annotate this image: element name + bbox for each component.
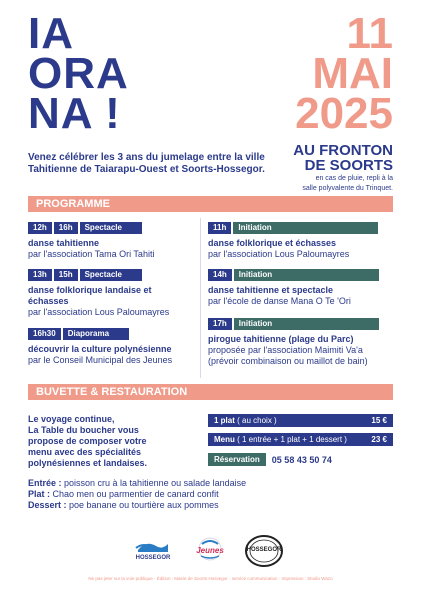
reservation-label: Réservation [208,453,266,466]
time-tag: 12h [28,222,52,234]
event-subtitle: par l'école de danse Mana O Te 'Ori [208,296,351,306]
event-subtitle: par l'association Lous Paloumayres [208,249,350,259]
hossegor-logo-text: HOSSEGOR [135,555,171,561]
event-subtitle: proposée par l'association Maimiti Va'a [208,345,363,355]
price-name: 1 plat [214,416,235,425]
venue-note-line: en cas de pluie, repli à la [315,175,393,182]
menu-dish: poisson cru à la tahitienne ou salade landaise [61,478,247,488]
hossegor-town-logo [128,536,178,566]
price-label [214,414,277,427]
time-tag: 16h30 [28,328,61,340]
price-note: ( 1 entrée + 1 plat + 1 dessert ) [234,435,347,444]
intro-line: Tahitienne de Taiarapu-Ouest et Soorts-Hossegor. [28,164,265,175]
intro-text [28,152,290,176]
menu-dish: Chao men ou parmentier de canard confit [50,489,219,499]
reservation-row [208,453,332,466]
time-tag: 17h [208,318,232,330]
type-tag: Diaporama [63,328,129,340]
menu-line [28,500,246,511]
programme-section-title: PROGRAMME [28,196,393,212]
event-tags [208,222,378,234]
menu-course: Plat : [28,489,51,499]
event-subtitle: par le Conseil Municipal des Jeunes [28,355,173,365]
venue-title-line: AU FRONTON [293,142,393,159]
price-label [214,433,347,446]
date-line: 11 [346,9,393,58]
venue-title-line: DE SOORTS [304,157,393,174]
event-tags [208,269,379,281]
event-subtitle: (prévoir combinaison ou maillot de bain) [208,356,368,366]
wave-logo-icon [128,536,178,566]
event-tags [28,222,142,234]
time-tag: 15h [54,269,78,281]
event-subtitle: par l'association Lous Paloumayres [28,307,170,317]
time-tag: 13h [28,269,52,281]
price-note: ( au choix ) [234,416,277,425]
type-tag: Spectacle [80,222,142,234]
menu-details [28,478,246,511]
intro-line: Venez célébrer les 3 ans du jumelage entre la ville [28,152,265,163]
price-name: Menu [214,435,235,444]
date-line: 2025 [295,89,393,138]
headline-date [295,9,393,138]
menu-line [28,489,246,500]
conseil-jeunes-logo [192,534,228,568]
time-tag: 11h [208,222,231,234]
type-tag: Spectacle [80,269,142,281]
menu-course: Entrée : [28,478,62,488]
headline-line: ORA [28,49,129,98]
venue-block [263,143,393,193]
price-value: 23 € [371,435,387,444]
event-title: échasses [28,296,69,306]
buvette-section-title: BUVETTE & RESTAURATION [28,384,393,400]
event-title: danse folklorique landaise et [28,285,152,295]
buvette-line: menu avec des spécialités [28,447,142,457]
event-title: découvrir la culture polynésienne [28,344,172,354]
menu-course: Dessert : [28,500,67,510]
menu-dish: poe banane ou tourtière aux pommes [66,500,219,510]
badge-logo-text: HOSSEGOR [246,547,282,553]
price-row-menu [208,433,393,446]
type-tag: Initiation [234,269,379,281]
buvette-description [28,414,208,469]
event-title: danse folklorique et échasses [208,238,337,248]
hossegor-badge-logo [244,534,284,568]
price-row-plat [208,414,393,427]
headline-line: NA ! [28,89,121,138]
event-subtitle: par l'association Tama Ori Tahiti [28,249,155,259]
event-title: pirogue tahitienne (plage du Parc) [208,334,354,344]
event-tags [28,328,129,340]
reservation-phone[interactable]: 05 58 43 50 74 [271,454,332,465]
buvette-line: polynésiennes et landaises. [28,458,148,468]
headline-line: IA [28,9,74,58]
buvette-line: propose de composer votre [28,436,147,446]
event-tags [28,269,142,281]
type-tag: Initiation [234,318,379,330]
menu-line [28,478,246,489]
date-line: MAI [312,49,393,98]
programme-divider [200,218,201,378]
price-value: 15 € [371,416,387,425]
headline-ia-orana [28,9,129,138]
footer-credits: Ne pas jeter sur la voie publique · Édition : Mairie de Soorts-Hossegor · service communication · Impression : Studio Wazo [88,576,333,581]
jeunes-logo-text: Jeunes [196,546,224,555]
event-tags [208,318,379,330]
time-tag: 14h [208,269,232,281]
venue-note-line: salle polyvalente du Trinquet. [302,185,393,192]
time-tag: 16h [54,222,78,234]
buvette-line: La Table du boucher vous [28,425,139,435]
event-title: danse tahitienne et spectacle [208,285,334,295]
event-title: danse tahitienne [28,238,100,248]
type-tag: Initiation [233,222,378,234]
buvette-line: Le voyage continue, [28,414,115,424]
